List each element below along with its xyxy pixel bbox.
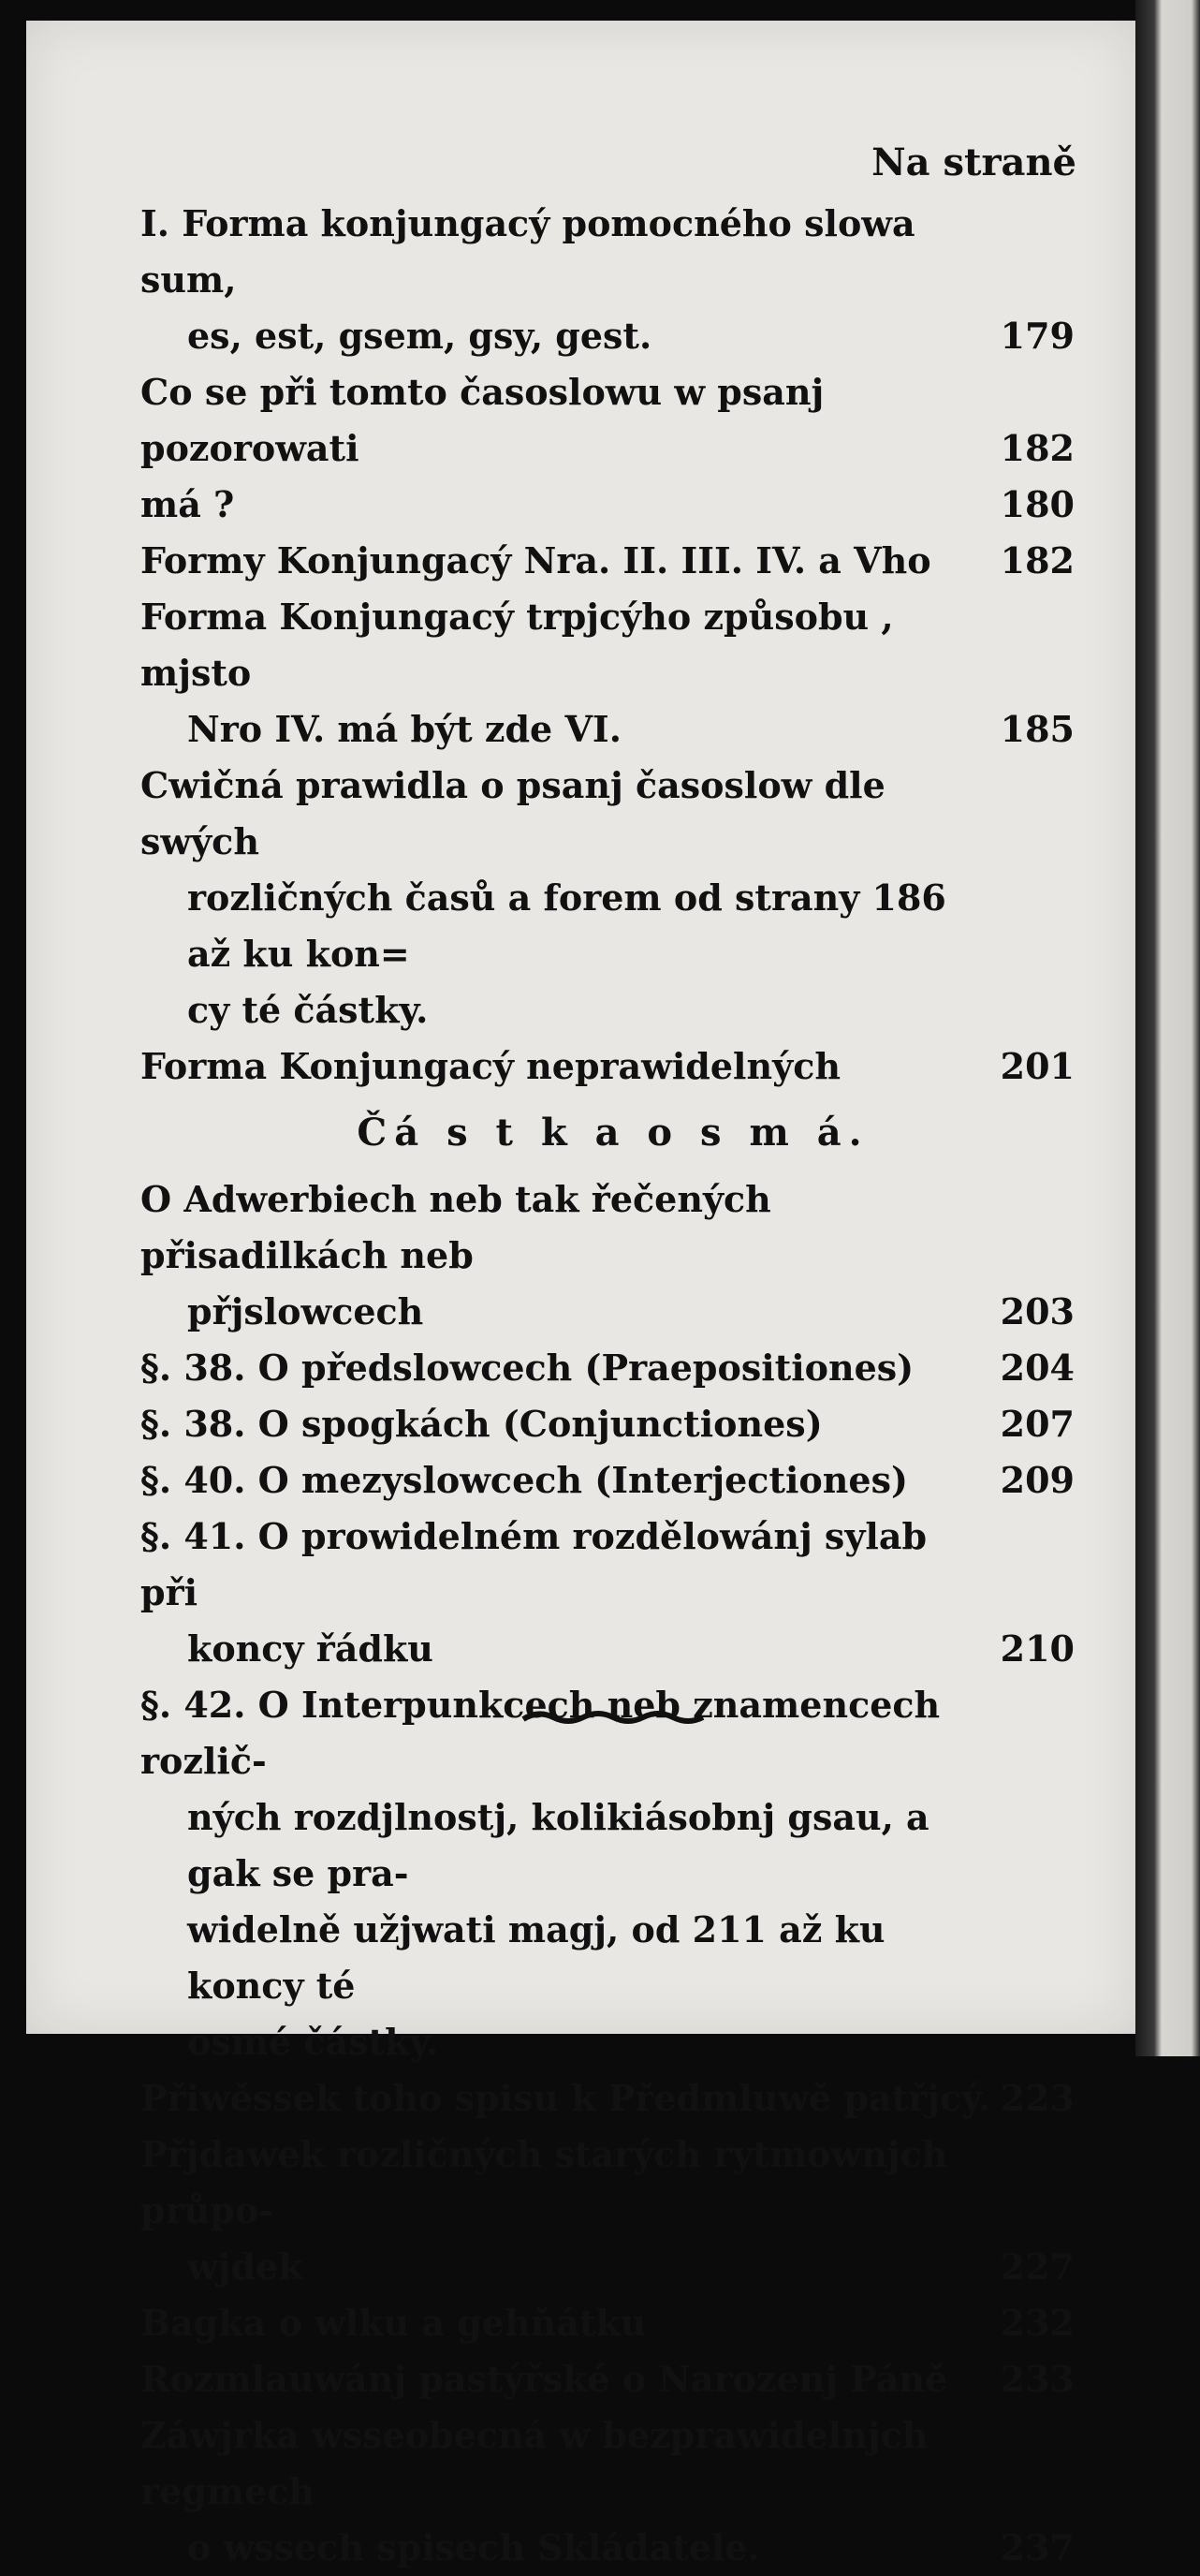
toc-entry-text: Bagka o wlku a gehňátku <box>140 2302 647 2344</box>
toc-entry <box>140 1509 1086 1677</box>
toc-entry-text: koncy řádku <box>187 1627 433 1670</box>
toc-entry <box>140 364 1086 477</box>
entries-after <box>140 1171 1086 2576</box>
toc-page-number: 210 <box>1000 1627 1075 1670</box>
toc-entry-text: §. 38. O spogkách (Conjunctiones) <box>140 1403 823 1445</box>
toc-entry <box>140 758 1086 1038</box>
section-heading: Čá s t k a o s m á. <box>357 1111 870 1155</box>
toc-entry-text: rozličných časů a forem od strany 186 až ku kon= <box>187 876 946 975</box>
toc-page-number: 185 <box>1000 708 1075 750</box>
toc-entry <box>140 1677 1086 2070</box>
toc-entry <box>140 2351 1086 2407</box>
toc-entry-text: §. 41. O prowidelném rozdělowánj sylab při <box>140 1515 928 1613</box>
toc-entry-text: O Adwerbiech neb tak řečených přisadilkách neb <box>140 1178 771 1276</box>
toc-entry-text: widelně užjwati magj, od 211 až ku koncy té <box>187 1908 885 2007</box>
toc-entry-text: es, est, gsem, gsy, gest. <box>187 315 652 357</box>
toc-entry <box>140 1038 1086 1095</box>
toc-page-number: 227 <box>1000 2245 1075 2288</box>
toc-entry <box>140 589 1086 758</box>
toc-entry-text: o wssech spisech Skládatele. <box>187 2526 760 2569</box>
toc-entry-text: Přiwěssek toho spisu k Předmluwě patřjcý. <box>140 2077 991 2119</box>
toc-entry <box>140 196 1086 364</box>
toc-entry-text: cy té částky. <box>187 989 429 1031</box>
toc-page-number: 203 <box>1000 1290 1075 1332</box>
toc-entry <box>140 2295 1086 2351</box>
toc-entry <box>140 2127 1086 2295</box>
toc-entry-text: §. 40. O mezyslowcech (Interjectiones) <box>140 1459 908 1501</box>
toc-page-number: 179 <box>1000 315 1075 357</box>
toc-entry-text: Forma Konjungacý neprawidelných <box>140 1045 841 1087</box>
toc-entry <box>140 1171 1086 1340</box>
toc-entry <box>140 1452 1086 1509</box>
toc-page-number: 180 <box>1000 483 1075 525</box>
toc-entry-text: §. 42. O Interpunkcech neb znamencech rozlič- <box>140 1684 941 1782</box>
toc-entry-text: Cwičná prawidla o psanj časoslow dle swých <box>140 764 885 862</box>
toc-entry <box>140 2407 1086 2576</box>
ornament-divider <box>520 1706 707 1729</box>
toc-entry-text: ných rozdjlnostj, kolikiásobnj gsau, a gak se pra- <box>187 1796 929 1894</box>
toc-page-number: 182 <box>1000 427 1075 469</box>
toc-page-number: 232 <box>1000 2302 1075 2344</box>
toc-page-number: 182 <box>1000 539 1075 581</box>
toc-entry-text: Nro IV. má být zde VI. <box>187 708 622 750</box>
toc-page-number: 223 <box>1000 2077 1075 2119</box>
toc-entry-text: Co se při tomto časoslowu w psanj pozorowati <box>140 371 825 469</box>
toc-page-number: 207 <box>1000 1403 1075 1445</box>
toc-entry <box>140 477 1086 533</box>
toc-entry-text: přjslowcech <box>187 1290 424 1332</box>
toc-entry <box>140 1396 1086 1452</box>
toc-page-number: 233 <box>1000 2358 1075 2400</box>
toc-entry-text: Přjdawek rozličných starých rytmownjch průpo- <box>140 2133 948 2231</box>
toc-page-number: 209 <box>1000 1459 1075 1501</box>
toc-entry-text: Forma Konjungacý trpjcýho způsobu , mjsto <box>140 596 894 694</box>
toc-entry <box>140 1340 1086 1396</box>
toc-entry-text: osmé částky. <box>187 2021 439 2063</box>
toc-entry-text: má ? <box>140 483 235 525</box>
toc-entry-text: Formy Konjungacý Nra. II. III. IV. a Vho <box>140 539 931 581</box>
toc-entry-text: I. Forma konjungacý pomocného slowa sum, <box>140 202 915 301</box>
toc-entry-text: Záwjrka wsseobecná w bezprawidelnjch regmech <box>140 2414 929 2512</box>
entries-before <box>140 196 1086 1095</box>
page-column-header: Na straně <box>871 140 1076 184</box>
toc-entry <box>140 2070 1086 2127</box>
toc-entry-text: §. 38. O předslowcech (Praepositiones) <box>140 1347 915 1389</box>
toc-page-number: 237 <box>1000 2526 1075 2569</box>
toc-page-number: 204 <box>1000 1347 1075 1389</box>
book-spine <box>1135 0 1200 2056</box>
toc-entry <box>140 533 1086 589</box>
toc-entry-text: Rozmlauwánj pastýřské o Narozenj Páně <box>140 2358 948 2400</box>
table-of-contents <box>140 140 1086 2576</box>
toc-page-number: 201 <box>1000 1045 1075 1087</box>
toc-entry-text: wjdek <box>187 2245 303 2288</box>
